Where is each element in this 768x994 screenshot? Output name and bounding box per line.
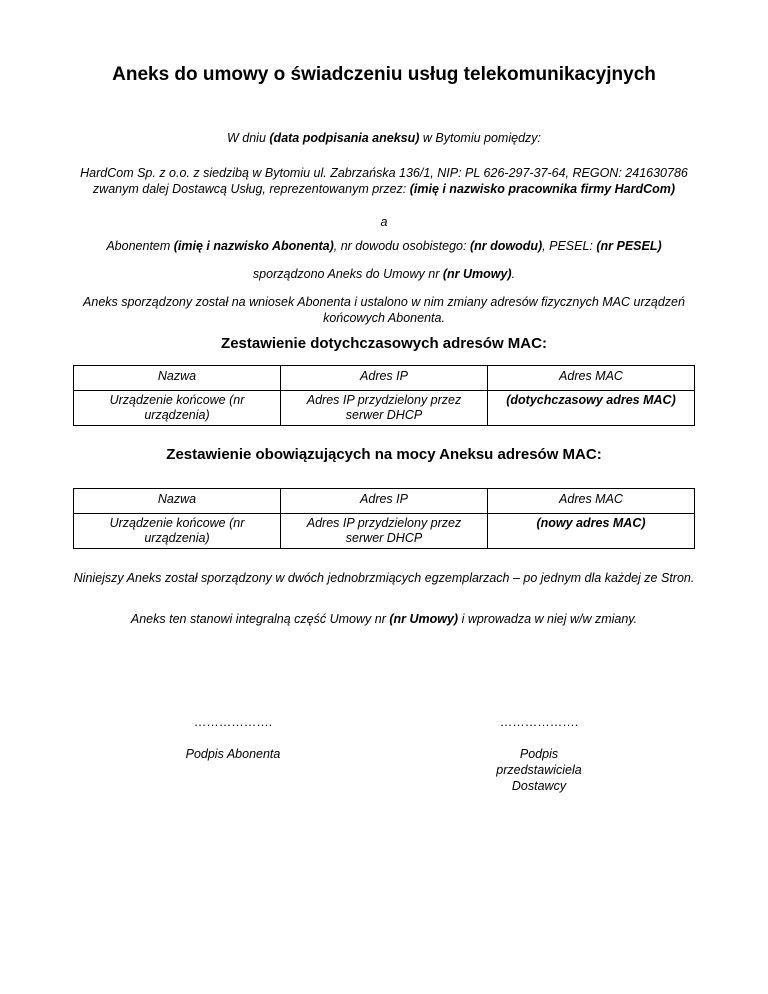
cell-ip: Adres IP przydzielony przez serwer DHCP [281,391,488,426]
subscriber-signature-line: ………………. [193,715,273,729]
cell-device: Urządzenie końcowe (nr urządzenia) [74,391,281,426]
cell-mac: (nowy adres MAC) [488,514,695,549]
column-header-mac: Adres MAC [488,366,695,391]
copies-paragraph: Niniejszy Aneks został sporządzony w dwóch jednobrzmiących egzemplarzach – po jednym dla każdej ze Stron. [73,571,695,585]
pesel-placeholder: (nr PESEL) [596,239,662,253]
text-span: W dniu [227,131,270,145]
subscriber-signature-label: Podpis Abonenta [185,747,281,761]
employee-placeholder: (imię i nazwisko pracownika firmy HardCom) [409,182,676,196]
text-span: sporządzono Aneks do Umowy nr [252,267,443,281]
table-row [74,514,695,549]
text-span: , PESEL: [542,239,597,253]
contract-number-placeholder: (nr Umowy) [389,612,459,626]
text-span: Abonentem [106,239,174,253]
text-span: w Bytomiu pomiędzy: [419,131,541,145]
cell-mac: (dotychczasowy adres MAC) [488,391,695,426]
table-header-row [74,489,695,514]
text-span: HardCom Sp. z o.o. z siedzibą w Bytomiu ul. Zabrzańska 136/1, NIP: PL 626-297-37-64, REGON: 241630786 zwanym dalej Dostawcą Usług, reprezentowanym przez: [80,166,688,196]
table-row [74,391,695,426]
purpose-paragraph: Aneks sporządzony został na wniosek Abonenta i ustalono w nim zmiany adresów fizycznych MAC urządzeń końcowych Abonenta. [83,295,685,325]
text-span: , nr dowodu osobistego: [333,239,470,253]
column-header-mac: Adres MAC [488,489,695,514]
subscriber-paragraph [70,238,698,254]
id-number-placeholder: (nr dowodu) [469,239,543,253]
provider-paragraph [62,165,706,197]
table2-heading: Zestawienie obowiązujących na mocy Aneksu adresów MAC: [166,446,602,463]
provider-signature-line: ………………. [499,715,579,729]
provider-signature-label: Podpis przedstawiciela Dostawcy [496,747,582,793]
table-header-row [74,366,695,391]
cell-device: Urządzenie końcowe (nr urządzenia) [74,514,281,549]
cell-ip: Adres IP przydzielony przez serwer DHCP [281,514,488,549]
column-header-ip: Adres IP [281,366,488,391]
column-header-ip: Adres IP [281,489,488,514]
date-placeholder: (data podpisania aneksu) [269,131,420,145]
text-span: Aneks ten stanowi integralną część Umowy nr [130,612,390,626]
text-span: i wprowadza w niej w/w zmiany. [458,612,638,626]
column-header-name: Nazwa [74,489,281,514]
subscriber-name-placeholder: (imię i nazwisko Abonenta) [173,239,334,253]
agreement-paragraph [70,266,698,282]
table1-heading: Zestawienie dotychczasowych adresów MAC: [221,335,547,352]
conjunction-text: a [380,215,388,229]
previous-mac-table [73,365,695,426]
new-mac-table [73,488,695,549]
document-title: Aneks do umowy o świadczeniu usług telekomunikacyjnych [112,64,656,85]
column-header-name: Nazwa [74,366,281,391]
text-span: . [511,267,516,281]
contract-number-placeholder: (nr Umowy) [442,267,512,281]
integral-part-paragraph [70,611,698,627]
intro-date-paragraph [70,130,698,146]
